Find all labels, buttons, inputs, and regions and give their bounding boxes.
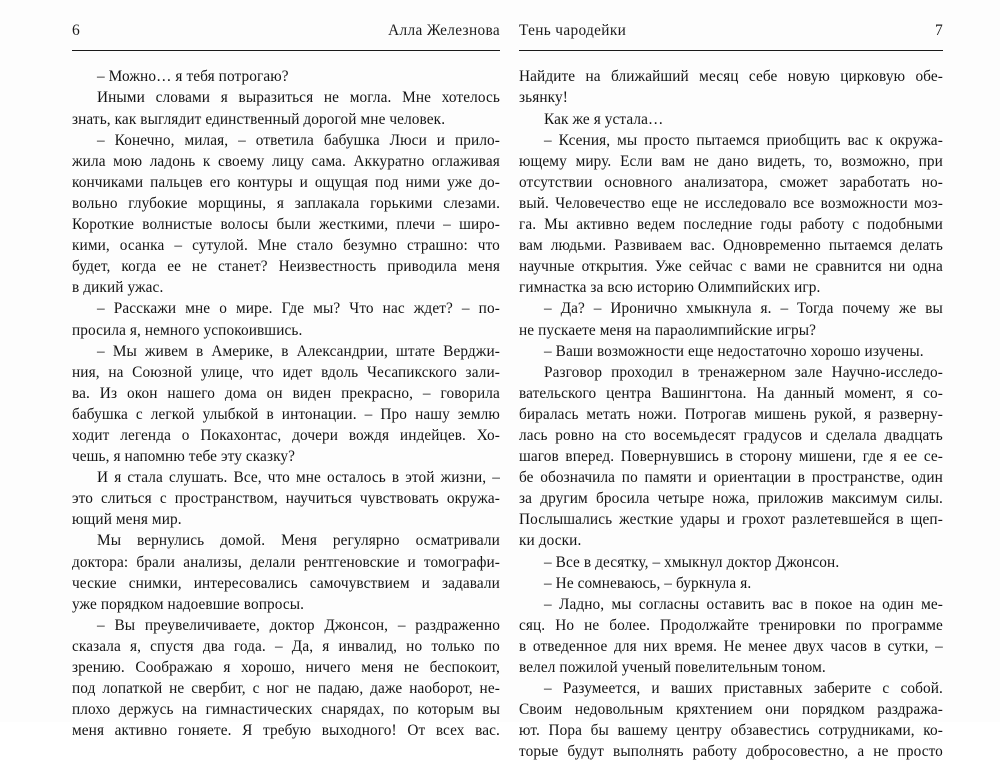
text-line: знать, как выглядит единственный дорогой мне человек. <box>72 110 446 128</box>
text-line: доктора: брали анализы, делали рентгеновские и томографи- <box>72 553 500 571</box>
text-line: Как же я устала… <box>544 110 664 128</box>
text-line: га. Мы активно ведем последние годы работу с подобными <box>519 216 943 234</box>
text-line: Найдите на ближайший месяц себе новую цирковую обе- <box>519 68 943 86</box>
text-line: бе обозначила по памяти и ориентации в пространстве, один <box>519 469 943 487</box>
text-line: – Ваши возможности еще недостаточно хорошо изучены. <box>544 342 924 360</box>
left-header-rule <box>72 50 500 51</box>
text-line: просила я, немного успокоившись. <box>72 321 303 339</box>
text-line: зьянку! <box>519 89 568 107</box>
text-line: чешь, я напомню тебе эту сказку? <box>72 448 296 466</box>
text-line: за другим бросила четыре ножа, приложив максимум силы. <box>519 490 943 508</box>
text-line: – Конечно, милая, – ответила бабушка Люси и прило- <box>97 131 500 149</box>
text-line: Послышались жесткие удары и грохот разлетевшейся в щеп- <box>519 511 943 529</box>
text-line: зрению. Соображаю я хорошо, ничего меня не беспокоит, <box>72 659 500 677</box>
text-line: – Да? – Иронично хмыкнула я. – Тогда почему же вы <box>544 300 943 318</box>
text-line: велел пожилой ученый повелительным тоном. <box>519 659 826 677</box>
text-line: шагов вперед. Повернувшись в сторону мишени, где я ее се- <box>519 448 943 466</box>
text-line: – Вы преувеличиваете, доктор Джонсон, – раздраженно <box>97 616 500 634</box>
text-line: вательского центра Вашингтона. На данный момент, я со- <box>519 384 943 402</box>
text-line: вам людьми. Развиваем вас. Одновременно пытаемся делать <box>519 237 943 255</box>
text-line: торые будут выполнять работу добросовестно, а не просто <box>519 743 943 761</box>
text-line: уже порядком надоевшие вопросы. <box>72 595 305 613</box>
text-line: биралась метать ножи. Потрогав мишень рукой, я разверну- <box>519 405 943 423</box>
text-line: ва. Из окон нашего дома он виден прекрасно, – говорила <box>72 384 500 402</box>
text-line: кончиками пальцев его контуры и ощущая под ними уже до- <box>72 173 500 191</box>
text-line: вый. Человечество еще не исследовало все возможности моз- <box>519 194 943 212</box>
text-line: в дикий ужас. <box>72 279 164 297</box>
left-page <box>0 0 512 740</box>
text-line: ки доски. <box>519 532 582 550</box>
text-line: – Все в десятку, – хмыкнул доктор Джонсон. <box>544 553 840 571</box>
text-line: ходит легенда о Покахонтас, дочери вождя индейцев. Хо- <box>72 426 500 444</box>
text-line: будет, когда ее не станет? Неизвестность приводила меня <box>72 258 500 276</box>
left-page-number: 6 <box>72 22 80 39</box>
text-line: ющему миру. Если вам не дано видеть, то, возможно, при <box>519 152 943 170</box>
text-line: – Ксения, мы просто пытаемся приобщить вас к окружа- <box>544 131 943 149</box>
text-line: жила мою ладонь к своему лицу сама. Аккуратно оглаживая <box>72 152 500 170</box>
right-running-head <box>519 22 943 44</box>
right-running-title: Тень чародейки <box>519 22 627 39</box>
text-line: Своим недовольным кряхтением они порядком раздража- <box>519 701 943 719</box>
text-line: научные открытия. Уже сейчас с вами не сравнится ни одна <box>519 258 943 276</box>
text-line: И я стала слушать. Все, что мне осталось в этой жизни, – <box>97 469 500 487</box>
text-line: сказала я, спустя два года. – Да, я инвалид, но только по <box>72 637 500 655</box>
text-line: вольно глубокие морщины, я заплакала горькими слезами. <box>72 194 500 212</box>
right-page <box>512 0 1000 761</box>
text-line: в отведенное для них время. Не менее двух часов в сутки, – <box>519 637 943 655</box>
text-line: не пускаете меня на параолимпийские игры? <box>519 321 817 339</box>
text-line: – Расскажи мне о мире. Где мы? Что нас ждет? – по- <box>97 300 500 318</box>
text-line: сяц. Но не более. Продолжайте тренировки по программе <box>519 616 943 634</box>
left-running-head <box>72 22 500 44</box>
text-line: Иными словами я выразиться не могла. Мне хотелось <box>97 89 500 107</box>
text-line: Короткие волнистые волосы были жесткими, плечи – широ- <box>72 216 500 234</box>
text-line: ющий меня мир. <box>72 511 182 529</box>
text-line: – Ладно, мы согласны оставить вас в покое на один ме- <box>544 595 943 613</box>
text-line: плохо держусь на гимнастических снарядах, по которым вы <box>72 701 500 719</box>
text-line: Мы вернулись домой. Меня регулярно осматривали <box>97 532 500 550</box>
text-line: это слиться с пространством, научиться чувствовать окружа- <box>72 490 500 508</box>
right-body-text <box>519 66 943 762</box>
text-line: Разговор проходил в тренажерном зале Научно-исследо- <box>544 363 943 381</box>
text-line: лась ровно на сто восемьдесят градусов и сделала двадцать <box>519 426 943 444</box>
text-line: ют. Пора бы вашему центру обзавестись сотрудниками, ко- <box>519 722 943 740</box>
text-line: отсутствии основного анализатора, сможет заработать но- <box>519 173 943 191</box>
right-header-rule <box>519 50 943 51</box>
text-line: кими, осанка – сутулой. Мне стало безумно страшно: что <box>72 237 500 255</box>
left-running-title: Алла Железнова <box>388 22 500 39</box>
text-line: – Мы живем в Америке, в Александрии, штате Верджи- <box>97 342 500 360</box>
text-line: гимнастка за всю историю Олимпийских игр. <box>519 279 821 297</box>
text-line: ческие снимки, интересовались самочувствием и задавали <box>72 574 500 592</box>
text-line: меня активно гоняете. Я требую выходного! От всех вас. <box>72 722 500 740</box>
text-line: бабушка с легкой улыбкой в интонации. – Про нашу землю <box>72 405 500 423</box>
left-body-text <box>72 66 500 741</box>
text-line: под лопаткой не свербит, с ног не падаю, даже наоборот, не- <box>72 680 500 698</box>
text-line: ния, на Союзной улице, что идет вдоль Чесапикского зали- <box>72 363 500 381</box>
text-line: – Можно… я тебя потрогаю? <box>97 68 289 86</box>
text-line: – Разумеется, и ваших приставных заберите с собой. <box>544 680 943 698</box>
text-line: – Не сомневаюсь, – буркнула я. <box>544 574 752 592</box>
right-page-number: 7 <box>935 22 943 39</box>
